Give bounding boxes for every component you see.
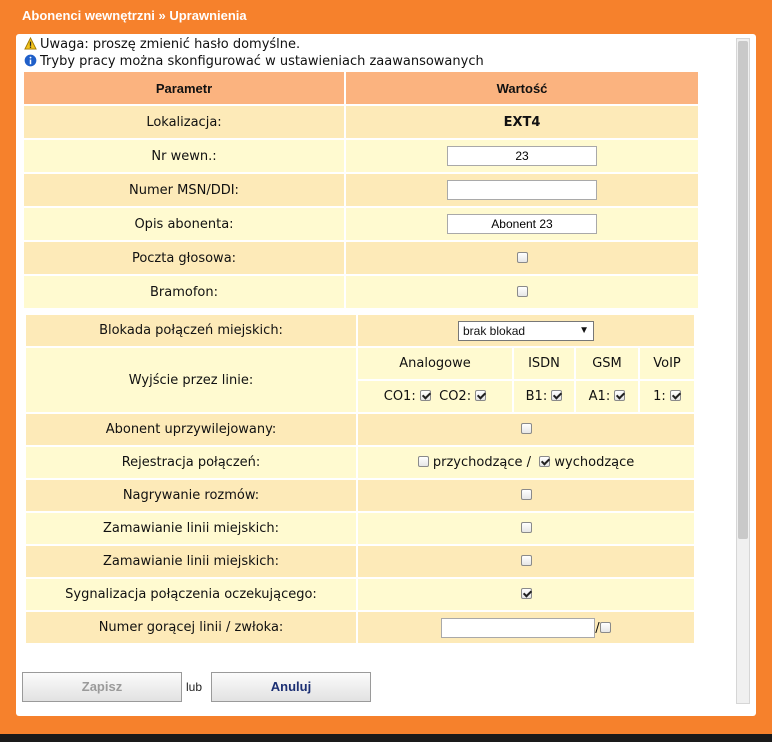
recording-label: Nagrywanie rozmów: <box>26 480 356 511</box>
order-lines-checkbox-2[interactable] <box>521 555 532 566</box>
basic-params-table <box>24 70 698 310</box>
table-row <box>26 414 694 445</box>
table-row <box>26 579 694 610</box>
a1-checkbox[interactable] <box>614 390 625 401</box>
lines-label: Wyjście przez linie: <box>26 348 356 412</box>
description-label: Opis abonenta: <box>24 208 344 240</box>
or-label: lub <box>186 680 203 694</box>
voip1-checkbox[interactable] <box>670 390 681 401</box>
group-analog: Analogowe <box>356 348 512 379</box>
table-row <box>26 315 694 346</box>
hotline-delay-checkbox[interactable] <box>600 622 611 633</box>
block-select-value: brak blokad <box>463 323 526 338</box>
co1-checkbox[interactable] <box>420 390 431 401</box>
table-row <box>24 208 698 240</box>
permissions-table <box>26 313 694 645</box>
ext-number-label: Nr wewn.: <box>24 140 344 172</box>
co2-label: CO2: <box>439 389 472 404</box>
recording-checkbox[interactable] <box>521 489 532 500</box>
table-row <box>24 242 698 274</box>
table-row <box>26 447 694 478</box>
table-row <box>26 546 694 577</box>
table-row <box>26 480 694 511</box>
outgoing-checkbox[interactable] <box>539 456 550 467</box>
warning-notice <box>24 37 300 52</box>
header-value: Wartość <box>344 72 698 104</box>
hotline-input[interactable] <box>441 618 595 638</box>
msn-label: Numer MSN/DDI: <box>24 174 344 206</box>
table-header-row <box>24 72 698 104</box>
info-icon <box>24 54 37 67</box>
localization-label: Lokalizacja: <box>24 106 344 138</box>
localization-value: EXT4 <box>344 106 698 138</box>
info-text: Tryby pracy można skonfigurować w ustawieniach zaawansowanych <box>40 54 484 69</box>
voicemail-label: Poczta głosowa: <box>24 242 344 274</box>
incoming-checkbox[interactable] <box>418 456 429 467</box>
voip1-label: 1: <box>653 389 666 404</box>
isdn-lines-cell <box>512 381 574 412</box>
table-row <box>26 348 694 379</box>
outgoing-label: wychodzące <box>554 455 635 470</box>
msn-input[interactable] <box>447 180 597 200</box>
order-lines-label-2: Zamawianie linii miejskich: <box>26 546 356 577</box>
table-row <box>24 276 698 308</box>
table-row <box>26 612 694 643</box>
gsm-lines-cell <box>574 381 638 412</box>
order-lines-label-1: Zamawianie linii miejskich: <box>26 513 356 544</box>
info-notice <box>24 54 484 69</box>
hotline-separator: / <box>595 620 600 636</box>
save-button[interactable]: Zapisz <box>22 672 182 702</box>
cancel-button[interactable]: Anuluj <box>211 672 371 702</box>
callwait-checkbox[interactable] <box>521 588 532 599</box>
b1-checkbox[interactable] <box>551 390 562 401</box>
doorphone-checkbox[interactable] <box>517 286 528 297</box>
table-row <box>24 106 698 138</box>
group-voip: VoIP <box>638 348 694 379</box>
doorphone-label: Bramofon: <box>24 276 344 308</box>
b1-label: B1: <box>525 389 548 404</box>
table-row <box>24 174 698 206</box>
co1-label: CO1: <box>383 389 416 404</box>
order-lines-checkbox-1[interactable] <box>521 522 532 533</box>
warning-text: Uwaga: proszę zmienić hasło domyślne. <box>40 37 301 52</box>
callwait-label: Sygnalizacja połączenia oczekującego: <box>26 579 356 610</box>
dropdown-arrow-icon: ▼ <box>579 324 589 336</box>
description-input[interactable] <box>447 214 597 234</box>
privileged-checkbox[interactable] <box>521 423 532 434</box>
scrollbar-thumb[interactable] <box>738 41 748 539</box>
group-isdn: ISDN <box>512 348 574 379</box>
voicemail-checkbox[interactable] <box>517 252 528 263</box>
ext-number-input[interactable] <box>447 146 597 166</box>
dialog-title: Abonenci wewnętrzni » Uprawnienia <box>22 8 247 23</box>
co2-checkbox[interactable] <box>475 390 486 401</box>
hotline-label: Numer gorącej linii / zwłoka: <box>26 612 356 643</box>
dialog-panel <box>16 34 756 716</box>
block-label: Blokada połączeń miejskich: <box>26 315 356 346</box>
table-row <box>24 140 698 172</box>
header-parameter: Parametr <box>24 72 344 104</box>
voip-lines-cell <box>638 381 694 412</box>
incoming-label: przychodzące / <box>432 455 532 470</box>
a1-label: A1: <box>588 389 611 404</box>
analog-lines-cell <box>356 381 512 412</box>
registration-label: Rejestracja połączeń: <box>26 447 356 478</box>
scrollbar[interactable] <box>736 38 750 704</box>
privileged-label: Abonent uprzywilejowany: <box>26 414 356 445</box>
block-select[interactable] <box>458 321 594 341</box>
table-row <box>26 513 694 544</box>
warning-icon <box>24 37 37 50</box>
group-gsm: GSM <box>574 348 638 379</box>
